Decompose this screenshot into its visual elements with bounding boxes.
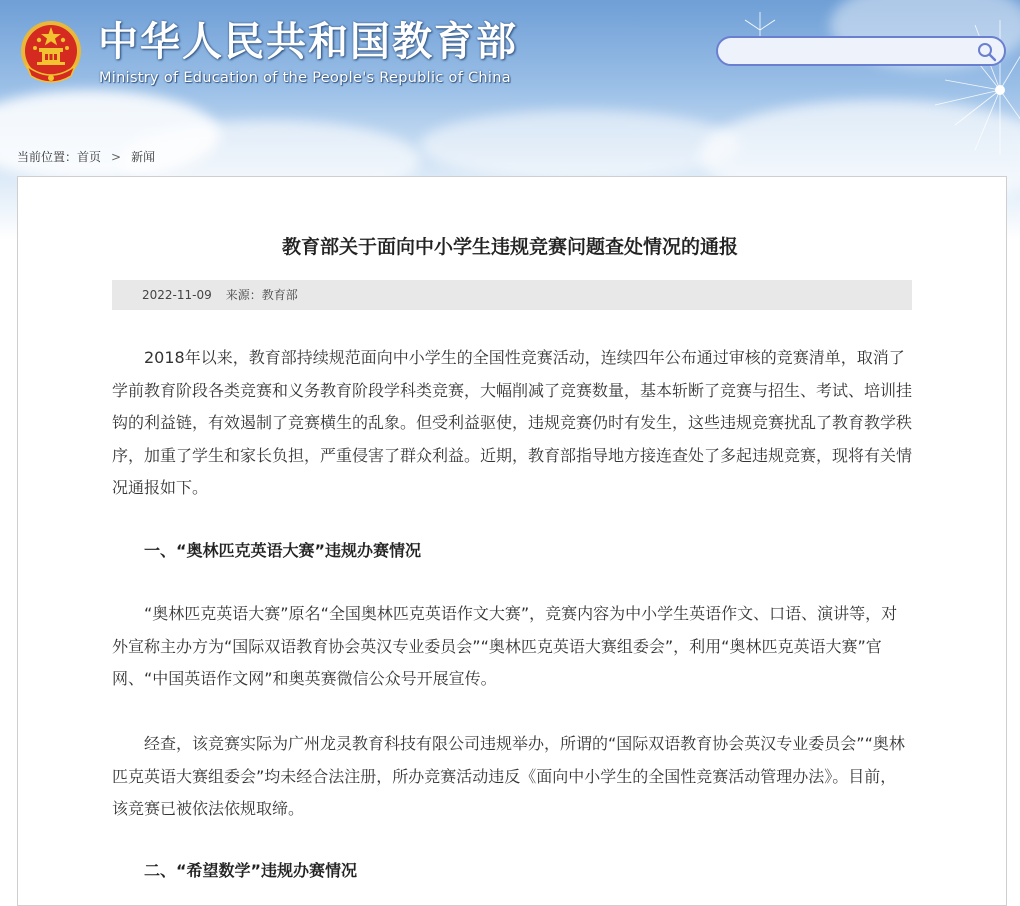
national-emblem-icon[interactable]: [19, 18, 83, 86]
search-box: [716, 36, 1006, 66]
breadcrumb-home-link[interactable]: 首页: [77, 150, 102, 164]
article-date: 2022-11-09: [142, 288, 212, 302]
site-subtitle: Ministry of Education of the People's Republic of China: [99, 70, 511, 86]
search-icon[interactable]: [976, 41, 998, 63]
breadcrumb-current-link[interactable]: 新闻: [131, 150, 156, 164]
breadcrumb-label: 当前位置：: [17, 150, 78, 164]
section-heading: 二、“希望数学”违规办赛情况: [144, 861, 358, 880]
chevron-right-icon: >: [111, 149, 122, 164]
search-input[interactable]: [730, 42, 974, 62]
site-header: [0, 0, 1020, 140]
article-paragraph: 经查，该竞赛实际为广州龙灵教育科技有限公司违规举办，所谓的“国际双语教育协会英汉专业委员会”“奥林匹克英语大赛组委会”均未经合法注册，所办竞赛活动违反《面向中小学生的全国性竞赛活动管理办法》。目前，该竞赛已被依法依规取缔。: [112, 734, 905, 819]
article-paragraph: “奥林匹克英语大赛”原名“全国奥林匹克英语作文大赛”，竞赛内容为中小学生英语作文、口语、演讲等，对外宣称主办方为“国际双语教育协会英汉专业委员会”“奥林匹克英语大赛组委会”，利用“奥林匹克英语大赛”官网、“中国英语作文网”和奥英赛微信公众号开展宣传。: [112, 604, 898, 689]
article-title: 教育部关于面向中小学生违规竞赛问题查处情况的通报: [281, 236, 738, 258]
article-paragraph: 2018年以来，教育部持续规范面向中小学生的全国性竞赛活动，连续四年公布通过审核的竞赛清单，取消了学前教育阶段各类竞赛和义务教育阶段学科类竞赛，大幅削减了竞赛数量，基本斩断了竞赛与招生、考试、培训挂钩的利益链，有效遏制了竞赛横生的乱象。但受利益驱使，违规竞赛仍时有发生，这些违规竞赛扰乱了教育教学秩序，加重了学生和家长负担，严重侵害了群众利益。近期，教育部指导地方接连查处了多起违规竞赛，现将有关情况通报如下。: [112, 348, 913, 498]
section-heading: 一、“奥林匹克英语大赛”违规办赛情况: [144, 541, 422, 560]
article-meta-bar: [112, 280, 912, 310]
article-source: 来源：教育部: [225, 288, 298, 302]
breadcrumb: [17, 148, 155, 165]
site-title[interactable]: 中华人民共和国教育部: [98, 19, 518, 65]
